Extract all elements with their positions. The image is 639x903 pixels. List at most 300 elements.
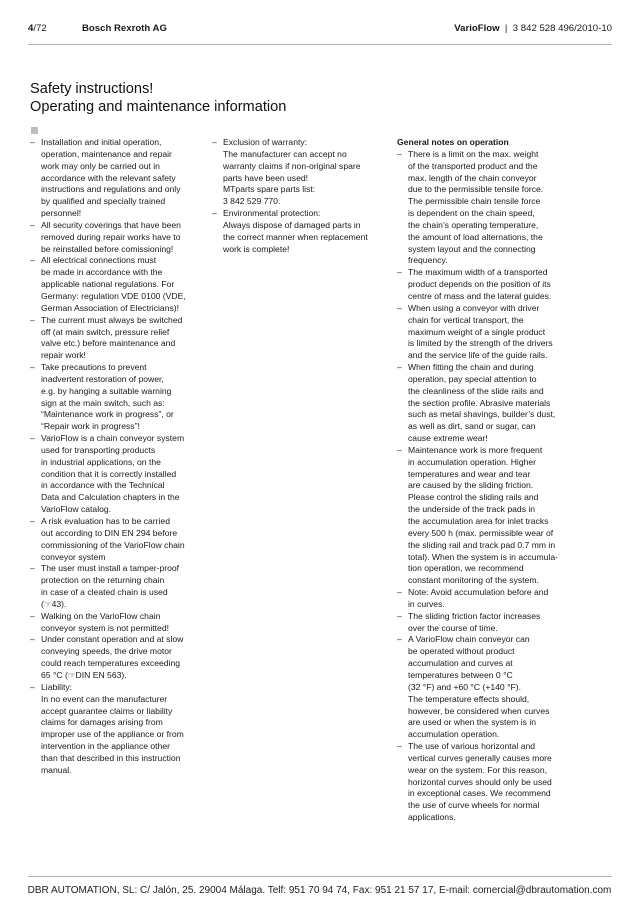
list-item — [30, 611, 205, 635]
line-text: the use of curve wheels for normal — [408, 800, 540, 811]
list-item-line — [30, 184, 205, 196]
line-text: protection on the returning chain — [41, 575, 165, 586]
line-text: chain for vertical transport, the — [408, 314, 524, 325]
list-item-line — [30, 563, 205, 575]
list-item-line — [30, 753, 205, 765]
page-number — [28, 22, 47, 36]
list-item-line — [397, 338, 577, 350]
list-item-line — [30, 327, 205, 339]
list-item-line — [397, 386, 577, 398]
list-item-line — [212, 137, 392, 149]
list-item-line — [397, 409, 577, 421]
list-item-line — [397, 587, 577, 599]
line-text: Under constant operation and at slow — [41, 634, 184, 645]
line-text: in accordance with the Technical — [41, 480, 165, 491]
line-text: The user must install a tamper-proof — [41, 563, 180, 574]
list-item-line — [397, 563, 577, 575]
line-text: work is complete! — [223, 243, 290, 254]
list-item-line — [397, 741, 577, 753]
line-text: are used or when the system is in — [408, 717, 537, 728]
list-item-line — [30, 291, 205, 303]
line-text: due to the permissible tensile force. — [408, 184, 544, 195]
line-text: in case of a cleated chain is used — [41, 587, 168, 598]
line-text: over the course of time. — [408, 622, 498, 633]
line-text: The use of various horizontal and — [408, 741, 536, 752]
list-item-line — [30, 528, 205, 540]
list-item — [212, 208, 392, 255]
list-item — [30, 315, 205, 362]
list-item-line — [30, 623, 205, 635]
line-text: accept guarantee claims or liability — [41, 705, 173, 716]
line-text: 65 °C (☞DIN EN 563). — [41, 669, 127, 680]
list-item-line — [397, 149, 577, 161]
line-text: All security coverings that have been — [41, 219, 181, 230]
list-item-line — [397, 777, 577, 789]
line-text: be operated without product — [408, 646, 515, 657]
product-name: VarioFlow — [454, 23, 500, 34]
list-item — [30, 563, 205, 610]
line-text: Liability: — [41, 681, 73, 692]
line-text: operation, pay special attention to — [408, 373, 537, 384]
line-text: parts have been used! — [223, 172, 309, 183]
title-line-2: Operating and maintenance information — [30, 99, 287, 115]
line-text: used for transporting products — [41, 444, 156, 455]
line-text: There is a limit on the max. weight — [408, 148, 539, 159]
list-item — [30, 634, 205, 681]
list-item-line — [30, 196, 205, 208]
list-item — [30, 682, 205, 777]
list-item-line — [212, 220, 392, 232]
section-marker-square — [31, 127, 38, 134]
line-text: e.g. by hanging a suitable warning — [41, 385, 172, 396]
line-text: constant monitoring of the system. — [408, 575, 539, 586]
bullet-dash: – — [212, 137, 217, 147]
list-item-line — [30, 729, 205, 741]
page-header — [28, 22, 612, 36]
line-text: All electrical connections must — [41, 255, 157, 266]
list-item-line — [397, 267, 577, 279]
list-item-line — [397, 374, 577, 386]
list-item-line — [30, 421, 205, 433]
line-text: (32 °F) and +60 °C (+140 °F). — [408, 681, 522, 692]
list-item — [397, 634, 577, 741]
line-text: VarioFlow catalog. — [41, 504, 112, 515]
line-text: max. length of the chain conveyor — [408, 172, 537, 183]
line-text: work may only be carried out in — [41, 160, 160, 171]
line-text: is dependent on the chain speed, — [408, 208, 535, 219]
line-text: the accumulation area for inlet tracks — [408, 516, 549, 526]
line-text: Please control the sliding rails and — [408, 492, 539, 503]
list-item-line — [30, 315, 205, 327]
bullet-list — [212, 137, 392, 255]
line-text: The temperature effects should, — [408, 693, 530, 704]
footer-divider — [28, 876, 612, 877]
line-text: Take precautions to prevent — [41, 362, 147, 373]
list-item-line — [30, 540, 205, 552]
list-item — [30, 137, 205, 220]
line-text: The permissible chain tensile force — [408, 196, 541, 207]
line-text: accumulation operation. — [408, 729, 500, 740]
list-item-line — [397, 516, 577, 528]
line-text: manual. — [41, 764, 72, 775]
line-text: as well as dirt, sand or sugar, can — [408, 421, 536, 432]
list-item-line — [397, 753, 577, 765]
bullet-dash: – — [30, 314, 35, 325]
list-item-line — [30, 303, 205, 315]
line-text: German Association of Electricians)! — [41, 302, 180, 313]
list-item-line — [30, 433, 205, 445]
section-heading: General notes on operation — [397, 137, 509, 147]
line-text: by qualified and specially trained — [41, 196, 166, 207]
list-item-line — [30, 694, 205, 706]
list-item-line — [397, 694, 577, 706]
list-item-line — [397, 244, 577, 256]
column-warranty-environment — [212, 137, 392, 255]
list-item-line — [30, 255, 205, 267]
list-item-line — [397, 812, 577, 824]
line-text: Installation and initial operation, — [41, 137, 162, 147]
page-current: 4 — [28, 23, 34, 34]
list-item-line — [397, 765, 577, 777]
list-item-line — [30, 279, 205, 291]
bullet-dash: – — [212, 208, 217, 219]
line-text: in industrial applications, on the — [41, 456, 161, 467]
list-item-line — [30, 374, 205, 386]
list-item — [397, 149, 577, 267]
list-item-line — [397, 327, 577, 339]
list-item — [30, 516, 205, 563]
list-item-line — [30, 646, 205, 658]
line-text: accordance with the relevant safety — [41, 172, 176, 183]
line-text: product depends on the position of its — [408, 279, 551, 290]
list-item-line — [30, 457, 205, 469]
bullet-dash: – — [397, 587, 402, 598]
list-item-line — [397, 433, 577, 445]
line-text: could reach temperatures exceeding — [41, 658, 181, 669]
list-item — [30, 220, 205, 256]
bullet-dash: – — [30, 563, 35, 574]
list-item-line — [397, 575, 577, 587]
list-item — [30, 433, 205, 516]
list-item-line — [397, 315, 577, 327]
list-item-line — [397, 255, 577, 267]
line-text: and the service life of the guide rails. — [408, 350, 548, 361]
list-item-line — [397, 303, 577, 315]
footer-contact: DBR AUTOMATION, SL: C/ Jalón, 25. 29004 Málaga. Telf: 951 70 94 74, Fax: 951 21 57 17, E-mail: comercial@dbrautomation.com — [27, 885, 612, 896]
list-item-line — [30, 338, 205, 350]
list-item-line — [397, 469, 577, 481]
line-text: The manufacturer can accept no — [223, 148, 347, 159]
page-title — [30, 80, 286, 116]
list-item — [397, 362, 577, 445]
line-text: The maximum width of a transported — [408, 267, 548, 278]
list-item-line — [397, 421, 577, 433]
line-text: conveyor system is not permitted! — [41, 622, 169, 633]
list-item-line — [397, 445, 577, 457]
line-text: intervention in the appliance other — [41, 741, 170, 752]
list-item-line — [30, 445, 205, 457]
line-text: The sliding friction factor increases — [408, 610, 541, 621]
list-item — [397, 445, 577, 587]
page-total: /72 — [33, 23, 47, 34]
list-item-line — [30, 492, 205, 504]
list-item-line — [30, 137, 205, 149]
list-item-line — [397, 161, 577, 173]
list-item-line — [397, 504, 577, 516]
list-item-line — [397, 611, 577, 623]
line-text: inadvertent restoration of power, — [41, 373, 164, 384]
list-item-line — [397, 717, 577, 729]
list-item — [397, 303, 577, 362]
line-text: be reinstalled before comissioning! — [41, 243, 174, 254]
header-separator: | — [504, 23, 508, 34]
list-item-line — [212, 149, 392, 161]
line-text: VarioFlow is a chain conveyor system — [41, 433, 185, 444]
document-number: 3 842 528 496/2010-10 — [512, 23, 612, 34]
line-text: Note: Avoid accumulation before and — [408, 587, 549, 598]
line-text: Data and Calculation chapters in the — [41, 492, 180, 503]
list-item-line — [30, 173, 205, 185]
list-item-line — [30, 409, 205, 421]
line-text: is limited by the strength of the drivers — [408, 338, 553, 349]
list-item-line — [397, 279, 577, 291]
list-item-line — [397, 634, 577, 646]
list-item — [30, 362, 205, 433]
line-text: conveyor system — [41, 551, 106, 562]
list-item-line — [30, 480, 205, 492]
bullet-dash: – — [397, 267, 402, 278]
list-item-line — [30, 516, 205, 528]
bullet-dash: – — [30, 610, 35, 621]
list-item-line — [30, 611, 205, 623]
list-item-line — [397, 670, 577, 682]
title-line-1: Safety instructions! — [30, 81, 154, 97]
bullet-dash: – — [397, 444, 402, 455]
line-text: temperatures and wear and tear — [408, 468, 531, 479]
bullet-dash: – — [397, 634, 402, 645]
list-item-line — [397, 480, 577, 492]
line-text: off (at main switch, pressure relief — [41, 326, 170, 337]
line-text: cause extreme wear! — [408, 433, 488, 444]
bullet-dash: – — [397, 148, 402, 159]
line-text: the chain’s operating temperature, — [408, 219, 539, 230]
list-item-line — [30, 398, 205, 410]
line-text: (☞43). — [41, 598, 67, 609]
list-item-line — [397, 682, 577, 694]
line-text: A risk evaluation has to be carried — [41, 516, 170, 526]
line-text: wear on the system. For this reason, — [408, 764, 547, 775]
bullet-dash: – — [397, 362, 402, 373]
line-text: In no event can the manufacturer — [41, 693, 168, 704]
list-item-line — [212, 208, 392, 220]
list-item-line — [30, 149, 205, 161]
line-text: out according to DIN EN 294 before — [41, 527, 178, 538]
line-text: MTparts spare parts list: — [223, 184, 316, 195]
line-text: sign at the main switch, such as: — [41, 397, 165, 408]
line-text: such as metal shavings, builder’s dust, — [408, 409, 556, 420]
list-item-line — [30, 682, 205, 694]
line-text: accumulation and curves at — [408, 658, 513, 669]
line-text: removed during repair works have to — [41, 231, 181, 242]
line-text: When fitting the chain and during — [408, 362, 534, 373]
list-item — [30, 255, 205, 314]
list-item-line — [397, 788, 577, 800]
line-text: claims for damages arising from — [41, 717, 163, 728]
line-text: improper use of the appliance or from — [41, 729, 184, 740]
list-item-line — [397, 350, 577, 362]
list-item-line — [30, 232, 205, 244]
list-item-line — [397, 800, 577, 812]
line-text: “Maintenance work in progress”, or — [41, 409, 174, 420]
line-text: instructions and regulations and only — [41, 184, 181, 195]
line-text: When using a conveyor with driver — [408, 302, 540, 313]
list-item-line — [30, 717, 205, 729]
list-item-line — [397, 646, 577, 658]
list-item-line — [30, 587, 205, 599]
list-item-line — [30, 634, 205, 646]
line-text: be made in accordance with the — [41, 267, 163, 278]
bullet-dash: – — [30, 433, 35, 444]
line-text: in accumulation operation. Higher — [408, 456, 537, 467]
list-item — [397, 611, 577, 635]
column-general-notes — [397, 137, 577, 824]
list-item-line — [30, 350, 205, 362]
line-text: The current must always be switched — [41, 314, 183, 325]
list-item-line — [397, 599, 577, 611]
bullet-dash: – — [30, 255, 35, 266]
line-text: horizontal curves should only be used — [408, 776, 552, 787]
bullet-dash: – — [397, 610, 402, 621]
line-text: vertical curves generally causes more — [408, 752, 552, 763]
line-text: commissioning of the VarioFlow chain — [41, 539, 185, 550]
line-text: Maintenance work is more frequent — [408, 444, 543, 455]
line-text: applicable national regulations. For — [41, 279, 175, 290]
line-text: Exclusion of warranty: — [223, 137, 308, 147]
line-text: conveying speeds, the drive motor — [41, 646, 172, 657]
list-item-line — [30, 504, 205, 516]
list-item-line — [30, 599, 205, 611]
list-item-line — [397, 362, 577, 374]
line-text: warranty claims if non-original spare — [223, 160, 361, 171]
list-item-line — [30, 670, 205, 682]
list-item-line — [212, 161, 392, 173]
list-item-line — [397, 528, 577, 540]
list-item-line — [397, 196, 577, 208]
list-item-line — [397, 552, 577, 564]
list-item-line — [30, 469, 205, 481]
column-safety-instructions — [30, 137, 205, 777]
list-item-line — [397, 492, 577, 504]
list-item-line — [212, 232, 392, 244]
line-text: tion operation, we recommend — [408, 563, 524, 574]
line-text: are caused by the sliding friction. — [408, 480, 534, 491]
line-text: however, be considered when curves — [408, 705, 550, 716]
line-text: the section profile. Abrasive materials — [408, 397, 551, 408]
list-item-line — [30, 267, 205, 279]
line-text: than that described in this instruction — [41, 752, 181, 763]
line-text: system layout and the connecting — [408, 243, 536, 254]
list-item-line — [397, 291, 577, 303]
list-item-line — [30, 386, 205, 398]
list-item-line — [397, 220, 577, 232]
list-item-line — [30, 552, 205, 564]
list-item — [212, 137, 392, 208]
line-text: Walking on the VarioFlow chain — [41, 610, 161, 621]
line-text: temperatures between 0 °C — [408, 669, 513, 680]
bullet-dash: – — [30, 137, 35, 147]
list-item-line — [397, 658, 577, 670]
list-item-line — [30, 244, 205, 256]
line-text: of the transported product and the — [408, 160, 538, 171]
line-text: Always dispose of damaged parts in — [223, 219, 361, 230]
line-text: applications. — [408, 812, 456, 823]
line-text: in exceptional cases. We recommend — [408, 788, 551, 799]
list-item-line — [397, 398, 577, 410]
bullet-dash: – — [30, 362, 35, 373]
line-text: the correct manner when replacement — [223, 231, 368, 242]
list-item-line — [397, 457, 577, 469]
bullet-list — [30, 137, 205, 777]
list-item-line — [30, 161, 205, 173]
bullet-dash: – — [397, 741, 402, 752]
line-text: valve etc.) before maintenance and — [41, 338, 176, 349]
list-item-line — [30, 362, 205, 374]
bullet-dash: – — [30, 634, 35, 645]
list-item-line — [30, 575, 205, 587]
line-text: condition that it is correctly installed — [41, 468, 177, 479]
list-item — [397, 741, 577, 824]
line-text: frequency. — [408, 255, 448, 266]
list-item-line — [212, 244, 392, 256]
document-reference — [454, 22, 612, 36]
list-item-line — [397, 184, 577, 196]
list-item-line — [30, 706, 205, 718]
list-item-line — [30, 765, 205, 777]
bullet-dash: – — [30, 219, 35, 230]
bullet-dash: – — [30, 681, 35, 692]
list-item-line — [212, 196, 392, 208]
list-item-line — [30, 220, 205, 232]
bullet-dash: – — [30, 516, 35, 526]
list-item-line — [30, 208, 205, 220]
line-text: total). When the system is in accumula- — [408, 551, 558, 562]
line-text: in curves. — [408, 598, 445, 609]
list-item-line — [212, 173, 392, 185]
list-item-line — [397, 540, 577, 552]
line-text: personnel! — [41, 208, 82, 219]
list-item-line — [212, 184, 392, 196]
list-item — [397, 267, 577, 303]
list-item-line — [397, 729, 577, 741]
line-text: centre of mass and the lateral guides. — [408, 290, 552, 301]
list-item — [397, 587, 577, 611]
line-text: the amount of load alternations, the — [408, 231, 543, 242]
line-text: the sliding rail and track pad 0.7 mm in — [408, 539, 556, 550]
list-item-line — [30, 658, 205, 670]
line-text: 3 842 529 770. — [223, 196, 281, 207]
company-name: Bosch Rexroth AG — [82, 23, 167, 34]
list-item-line — [397, 173, 577, 185]
list-item-line — [397, 232, 577, 244]
list-item-line — [397, 706, 577, 718]
list-item-line — [30, 741, 205, 753]
line-text: Environmental protection: — [223, 208, 321, 219]
line-text: every 500 h (max. permissible wear of — [408, 527, 554, 538]
line-text: maximum weight of a single product — [408, 326, 546, 337]
line-text: operation, maintenance and repair — [41, 148, 172, 159]
list-item-line — [397, 623, 577, 635]
bullet-dash: – — [397, 302, 402, 313]
